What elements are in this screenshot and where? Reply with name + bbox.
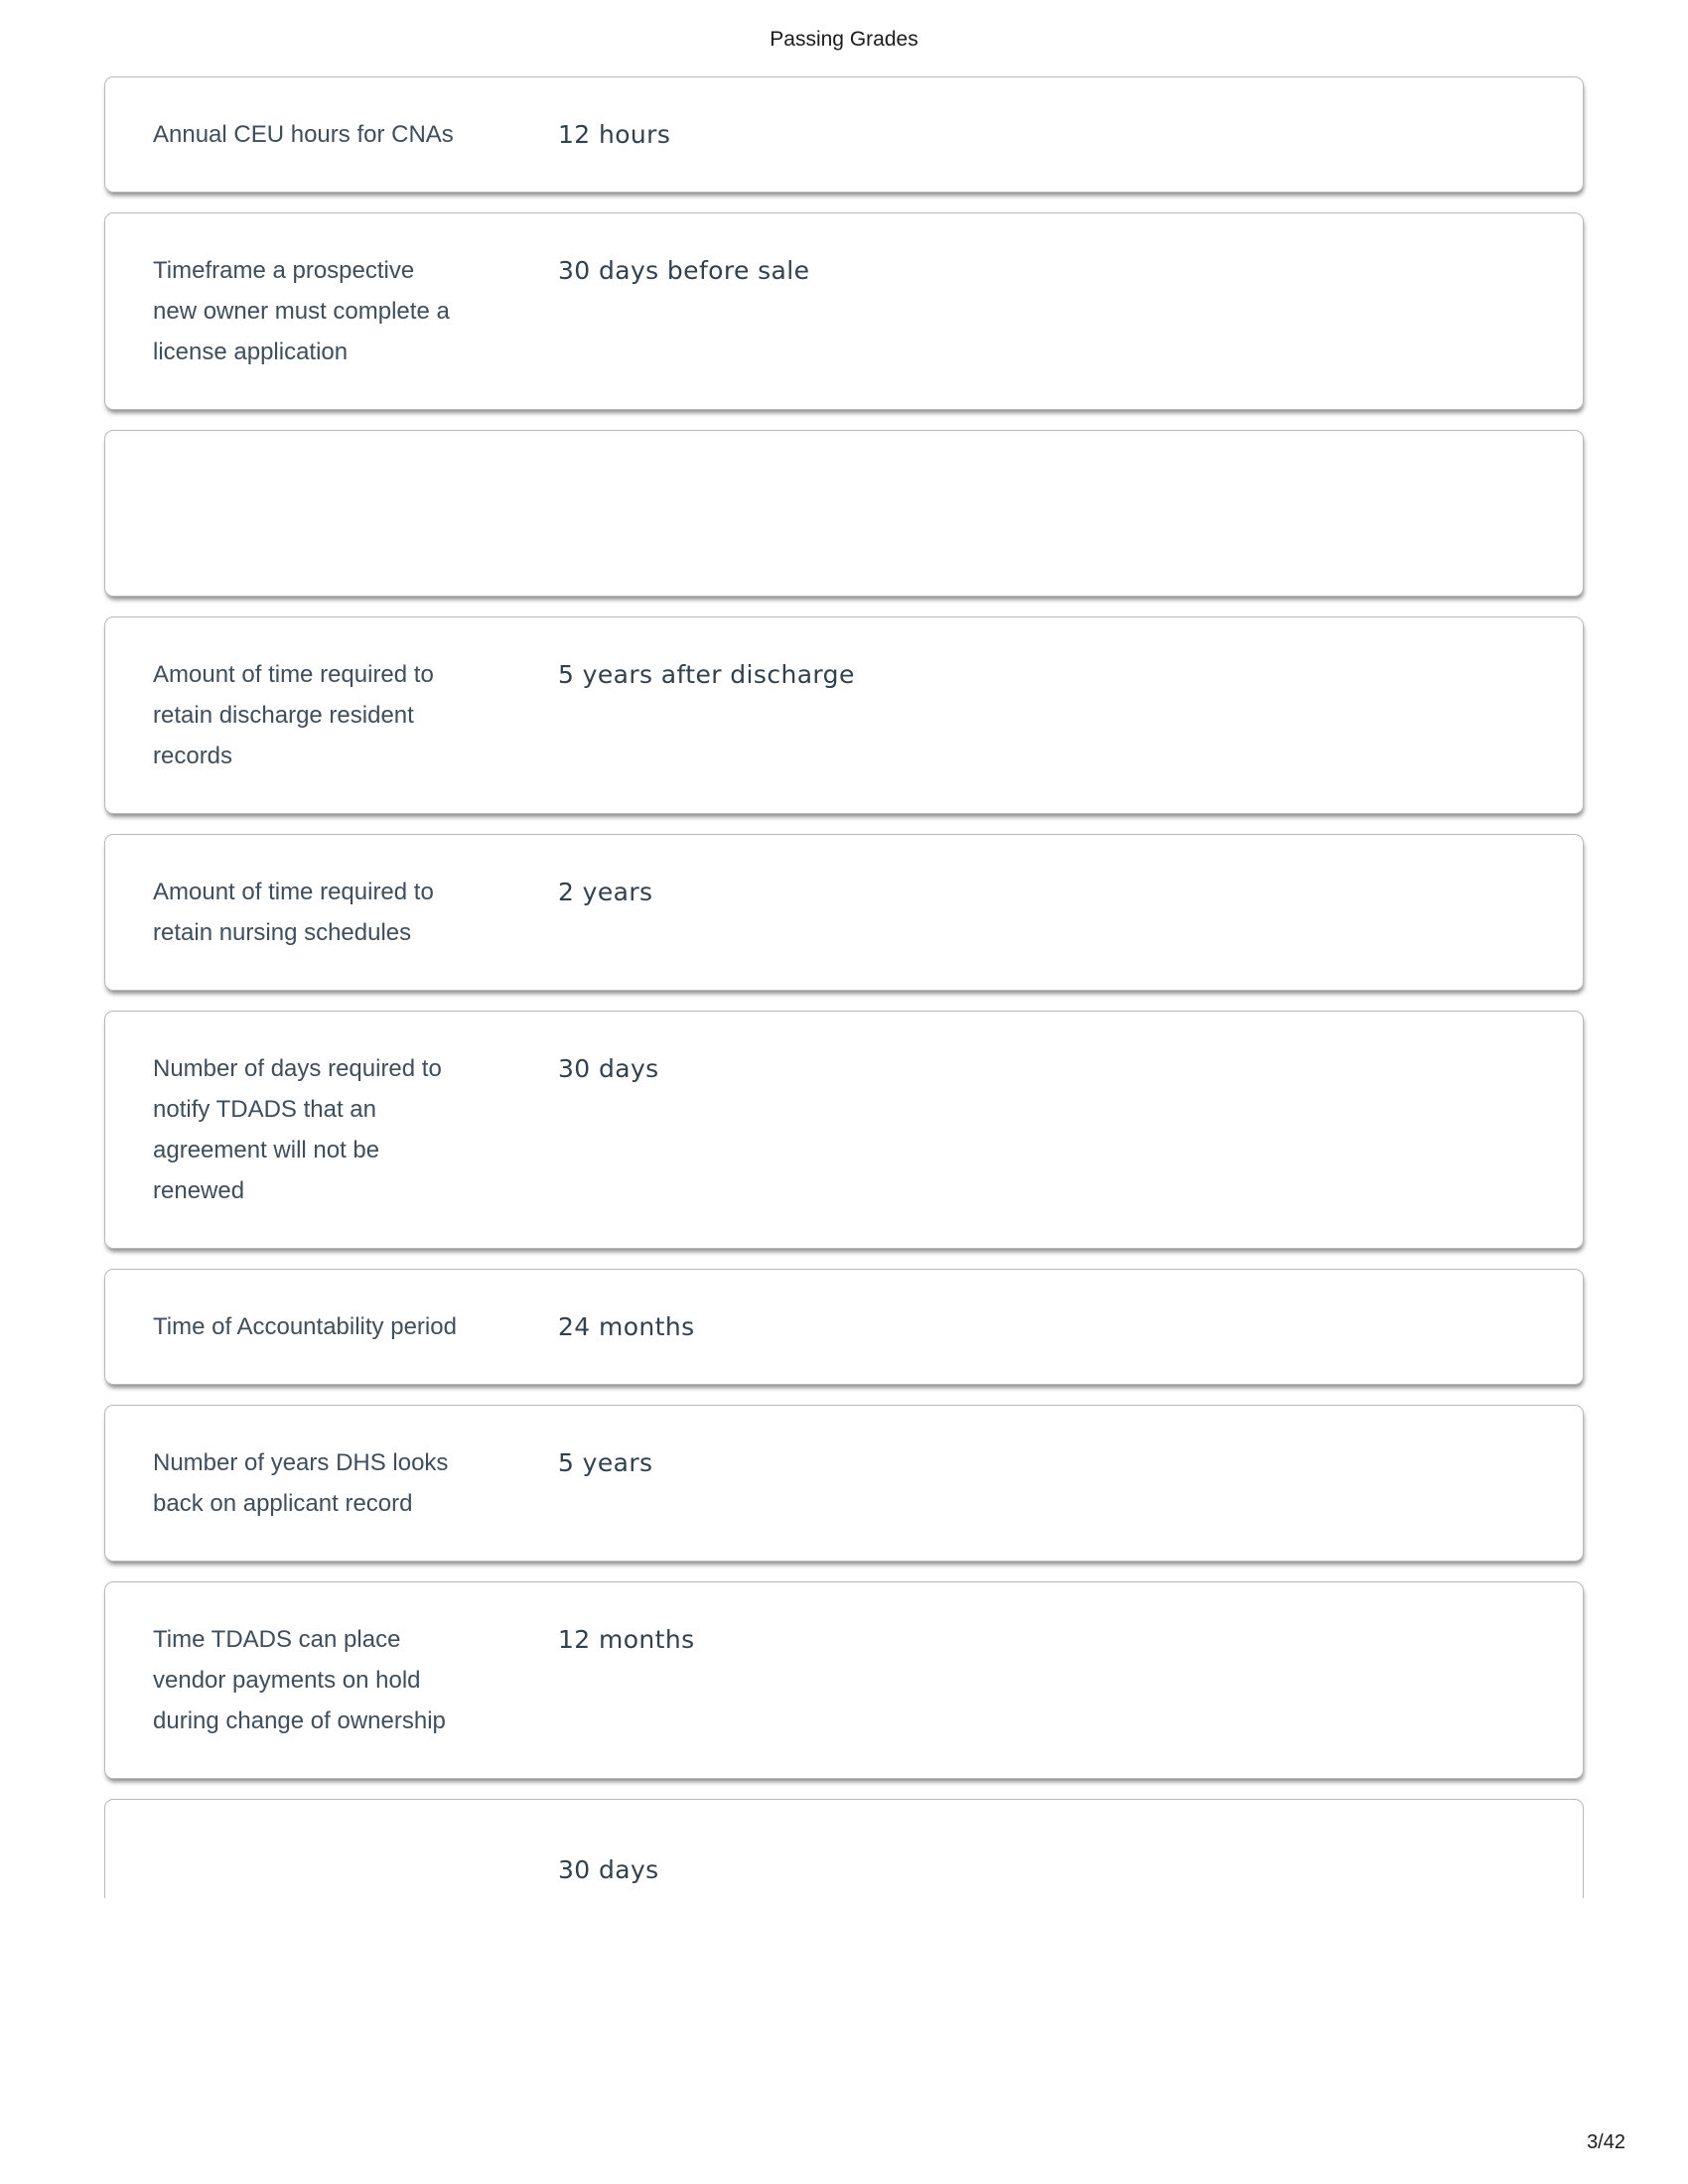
- flashcard-definition: 12 hours: [558, 120, 671, 149]
- page-title: Passing Grades: [770, 28, 918, 51]
- flashcard-definition: 30 days: [558, 1855, 659, 1884]
- flashcard: [104, 212, 1584, 410]
- flashcard-term: Timeframe a prospective new owner must complete a license application: [153, 257, 450, 365]
- flashcard-term: Time TDADS can place vendor payments on hold during change of ownership: [153, 1626, 446, 1734]
- flashcard-term: Amount of time required to retain nursing schedules: [153, 879, 434, 946]
- flashcard: [104, 1581, 1584, 1779]
- flashcard: [104, 616, 1584, 814]
- flashcard-term: Amount of time required to retain discharge resident records: [153, 661, 434, 769]
- flashcard: [104, 76, 1584, 193]
- flashcard-term: Time of Accountability period: [153, 1313, 457, 1340]
- flashcard-definition: 12 months: [558, 1625, 695, 1654]
- flashcard: [104, 1405, 1584, 1562]
- flashcard: [104, 1011, 1584, 1249]
- page-number: 3/42: [1587, 2131, 1625, 2153]
- flashcard-definition: 30 days before sale: [558, 256, 810, 285]
- flashcard: [104, 1799, 1584, 1898]
- flashcard-definition: 2 years: [558, 878, 653, 906]
- flashcard-term: Annual CEU hours for CNAs: [153, 121, 454, 148]
- flashcard-list: [104, 76, 1584, 1898]
- flashcard-definition: 5 years after discharge: [558, 660, 855, 689]
- flashcard: [104, 834, 1584, 991]
- flashcard-definition: 24 months: [558, 1312, 695, 1341]
- flashcard-term: Number of days required to notify TDADS that an agreement will not be renewed: [153, 1055, 442, 1204]
- flashcard: [104, 1269, 1584, 1385]
- flashcard-term: Number of years DHS looks back on applicant record: [153, 1449, 449, 1517]
- flashcard-definition: 5 years: [558, 1448, 653, 1477]
- flashcard-definition: 30 days: [558, 1054, 659, 1083]
- flashcard: [104, 430, 1584, 597]
